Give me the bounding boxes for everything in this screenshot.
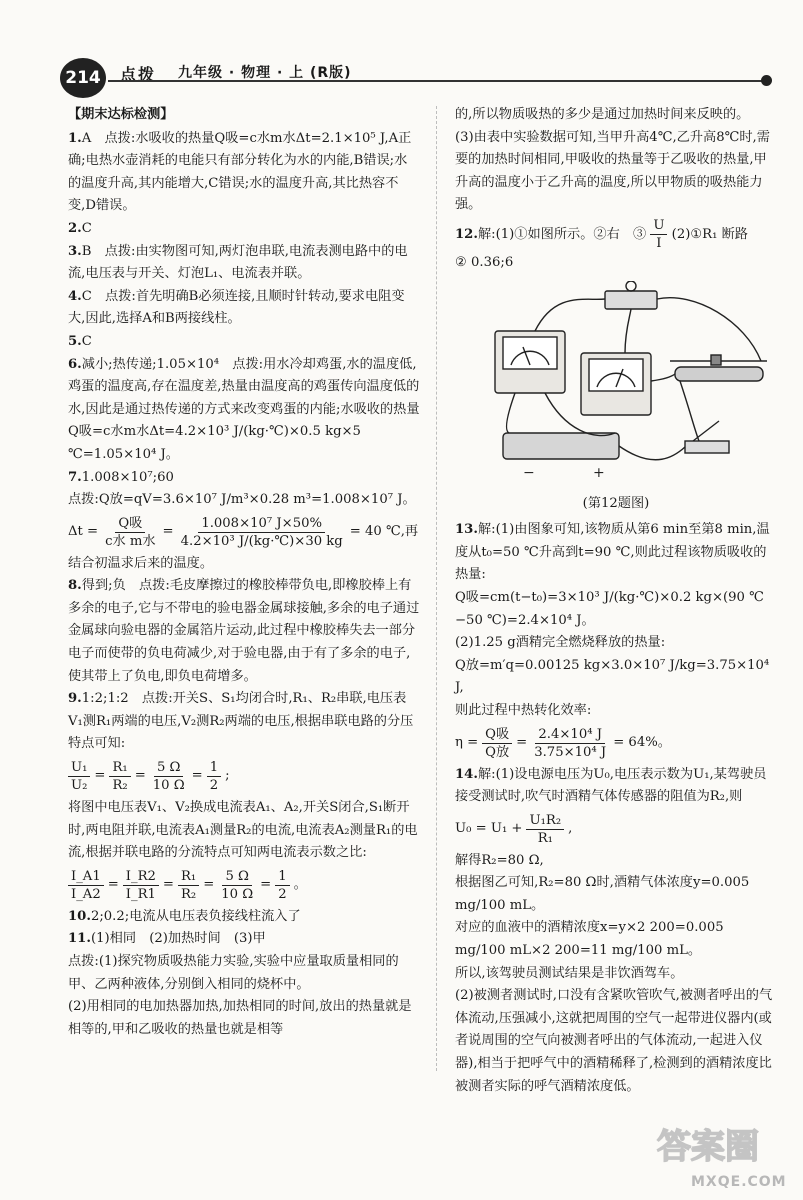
answer-8	[68, 575, 420, 688]
eq-denominator: 10 Ω	[152, 778, 185, 794]
eq-fraction	[123, 868, 159, 903]
answer-number: 12.	[455, 226, 478, 242]
answer-11-part2: (2)用相同的电加热器加热,加热相同的时间,放出的热量就是相等的,甲和乙吸收的热量也就是相等	[68, 999, 412, 1037]
eq-semicolon: ;	[225, 768, 230, 784]
eq-lhs: Δt =	[68, 523, 99, 539]
answer-13	[455, 519, 777, 587]
answer-text: 解:(1)设电源电压为U₀,电压表示数为U₁,某驾驶员接受测试时,吹气时酒精气体传感器的阻值为R₂,则	[455, 766, 767, 805]
eq-rhs: = 40 ℃,再	[349, 523, 419, 539]
eq-numerator: 2.4×10⁴ J	[535, 726, 605, 744]
answer-text: C	[81, 220, 92, 236]
answer-text: 1:2;1:2 点拨:开关S、S₁均闭合时,R₁、R₂串联,电压表V₁测R₁两端的电压,V₂测R₂两端的电压,根据串联电路的分压特点可知:	[68, 691, 414, 752]
header-dot	[761, 75, 772, 86]
eq-numerator: U₁R₂	[526, 812, 564, 830]
answer-number: 14.	[455, 766, 478, 782]
battery-plus: +	[593, 464, 605, 481]
answer-13-calc2: Q放=m′q=0.00125 kg×3.0×10⁷ J/kg=3.75×10⁴ J,	[455, 657, 770, 696]
eq-numerator: R₁	[178, 868, 199, 886]
column-divider	[436, 106, 437, 1071]
eq-denominator: 10 Ω	[221, 886, 254, 902]
eq-fraction	[275, 868, 289, 903]
answer-13-calc: Q吸=cm(t−t₀)=3×10³ J/(kg·℃)×0.2 kg×(90 ℃−50 ℃)=2.4×10⁴ J。	[455, 589, 764, 628]
eq-equals: =	[260, 877, 272, 893]
answer-14-concentration: 根据图乙可知,R₂=80 Ω时,酒精气体浓度y=0.005 mg/100 mL。	[455, 875, 750, 913]
answer-14-equation	[455, 812, 777, 847]
bulb-holder	[605, 291, 657, 309]
answer-12-line2: ② 0.36;6	[455, 254, 514, 270]
answer-9	[68, 688, 420, 756]
eq-denominator: I_R1	[125, 886, 156, 902]
answer-text: A 点拨:水吸收的热量Q吸=c水m水Δt=2.1×10⁵ J,A正确;电热水壶消耗的电能只有部分转化为水的内能,B错误;水的温度升高,其内能增大,C错误;水的温度升高,其比热容不变,D错误。	[68, 130, 412, 214]
answer-number: 5.	[68, 333, 82, 349]
eq-fraction	[178, 515, 346, 550]
answer-11-part3: (3)由表中实验数据可知,当甲升高4℃,乙升高8℃时,需要的加热时间相同,甲吸收的热量等于乙吸收的热量,甲升高的温度小于乙升高的温度,所以甲物质的吸热能力强。	[455, 129, 770, 213]
eq-denominator: I	[656, 235, 662, 251]
switch-base	[685, 441, 729, 453]
answer-text: C 点拨:首先明确B必须连接,且顺时针转动,要求电阻变大,因此,选择A和B两接线柱。	[68, 288, 405, 327]
answer-text: B 点拨:由实物图可知,两灯泡串联,电流表测电路中的电流,电压表与开关、灯泡L₁、电流表并联。	[68, 243, 408, 282]
answer-text: 减小;热传递;1.05×10⁴ 点拨:用水冷却鸡蛋,水的温度低,鸡蛋的温度高,存在温度差,热量由温度高的鸡蛋传向温度低的水,因此是通过热传递的方式来改变鸡蛋的内能;水吸收的热量Q吸=c水m水Δt=4.2×10³ J/(kg·℃)×0.5 kg×5 ℃=1.05×10⁴ J。	[68, 356, 420, 462]
answer-9-equation-1	[68, 759, 420, 794]
eq-fraction	[650, 217, 667, 252]
eq-denominator: R₂	[180, 886, 197, 902]
eq-fraction	[178, 868, 199, 903]
answer-text: (1)相同 (2)加热时间 (3)甲	[90, 931, 266, 947]
wire	[619, 446, 685, 460]
rheostat-coil	[675, 367, 763, 381]
answer-number: 9.	[68, 691, 82, 707]
answer-6	[68, 354, 420, 467]
eq-numerator: 1	[275, 868, 289, 886]
right-column	[455, 104, 777, 1098]
eq-equals: =	[94, 768, 106, 784]
answer-text: (2)①R₁ 断路	[671, 226, 748, 242]
eq-numerator: 5 Ω	[154, 759, 184, 777]
eq-fraction	[218, 868, 256, 903]
answer-1	[68, 128, 420, 218]
eq-equals: =	[107, 877, 119, 893]
battery	[503, 433, 619, 459]
answer-number: 3.	[68, 243, 82, 259]
answer-text: 1.008×10⁷;60	[81, 469, 174, 485]
eq-denominator: 2	[209, 778, 219, 794]
answer-11-hint: 点拨:(1)探究物质吸热能力实验,实验中应量取质量相同的甲、乙两种液体,分别倒入相同的烧杯中。	[68, 954, 399, 992]
eq-numerator: 1	[207, 759, 221, 777]
eq-denominator: R₁	[537, 830, 553, 846]
eq-fraction	[531, 726, 609, 761]
eq-equals: =	[516, 734, 528, 750]
brand-logo: 点拨	[120, 65, 157, 84]
eq-numerator: R₁	[109, 759, 130, 777]
eq-fraction	[150, 759, 188, 794]
eq-equals: =	[134, 768, 146, 784]
eq-numerator: Q吸	[482, 726, 512, 744]
eq-numerator: I_R2	[123, 868, 159, 886]
circuit-diagram	[475, 281, 775, 491]
eq-lhs: η =	[455, 734, 479, 750]
answer-12	[455, 217, 777, 252]
eq-equals: =	[162, 877, 174, 893]
answer-14-result: 所以,该驾驶员测试结果是非饮酒驾车。	[455, 965, 684, 981]
answer-13-efficiency-label: 则此过程中热转化效率:	[455, 702, 592, 718]
answer-7-tail: 结合初温求后来的温度。	[68, 555, 214, 571]
answer-text: C	[81, 333, 92, 349]
answer-14	[455, 764, 777, 809]
eq-equals: =	[191, 768, 203, 784]
wire	[535, 299, 605, 331]
answer-9-text: 将图中电压表V₁、V₂换成电流表A₁、A₂,开关S闭合,S₁断开时,两电阻并联,电流表A₁测量R₂的电流,电流表A₂测量R₁的电流,根据并联电路的分流特点可知两电流表示数之比:	[68, 800, 418, 861]
answer-text: 得到;负 点拨:毛皮摩擦过的橡胶棒带负电,即橡胶棒上有多余的电子,它与不带电的验电器金属球接触,多余的电子通过金属球向验电器的金属箔片运动,此过程中橡胶棒失去一部分电子而使带的负电荷减少,对于验电器,由于有了多余的电子,使其带上了负电,即负电荷增多。	[68, 578, 420, 684]
answer-number: 7.	[68, 469, 82, 485]
answer-13-equation	[455, 726, 777, 761]
answer-4	[68, 286, 420, 331]
eq-numerator: Q吸	[115, 515, 145, 533]
eq-denominator: 4.2×10³ J/(kg·℃)×30 kg	[180, 533, 343, 549]
eq-lhs: U₀ = U₁ +	[455, 820, 523, 836]
eq-numerator: U	[650, 217, 667, 235]
answer-13-part2: (2)1.25 g酒精完全燃烧释放的热量:	[455, 635, 666, 651]
section-title: 【期末达标检测】	[68, 107, 174, 122]
wire	[507, 393, 515, 433]
watermark	[655, 1124, 795, 1196]
eq-fraction	[526, 812, 564, 847]
page-header	[60, 58, 780, 98]
eq-comma: ,	[568, 820, 573, 836]
eq-denominator: U₂	[71, 778, 88, 794]
answer-14-part2: (2)被测者测试时,口没有含紧吹管吹气,被测者呼出的气体流动,压强减小,这就把周围的空气一起带进仪器内(或者说周围的空气向被测者呼出的气体流动,一起进入仪器),相当于把呼气中的酒精稀释了,检测到的酒精浓度比被测者实际的呼气酒精浓度低。	[455, 988, 773, 1094]
header-rule	[108, 80, 766, 82]
answer-number: 8.	[68, 578, 82, 594]
answer-number: 4.	[68, 288, 82, 304]
eq-denominator: Q放	[485, 744, 510, 760]
answer-number: 13.	[455, 522, 478, 538]
wire	[651, 374, 675, 381]
wire	[657, 297, 761, 360]
watermark-logo	[655, 1124, 775, 1166]
eq-numerator: I_A1	[68, 868, 104, 886]
eq-period: 。	[293, 877, 307, 893]
answer-number: 2.	[68, 220, 82, 236]
answer-11-continued: 的,所以物质吸热的多少是通过加热时间来反映的。	[455, 107, 750, 122]
answer-11	[68, 928, 420, 951]
eq-denominator: 2	[278, 886, 287, 902]
answer-7-hint: 点拨:Q放=qV=3.6×10⁷ J/m³×0.28 m³=1.008×10⁷ J。	[68, 492, 416, 508]
grade-subject: 九年级 · 物理 · 上 (R版)	[178, 65, 352, 81]
battery-minus: −	[523, 464, 535, 481]
eq-denominator: I_A2	[71, 886, 101, 902]
wire	[625, 309, 631, 353]
watermark-url: MXQE.COM	[691, 1174, 787, 1190]
rheostat-slider	[711, 355, 721, 365]
bulb	[626, 281, 636, 291]
eq-equals: =	[162, 523, 174, 539]
circuit-figure	[475, 281, 775, 491]
eq-fraction	[207, 759, 221, 794]
answer-2	[68, 218, 420, 241]
answer-number: 6.	[68, 356, 82, 372]
eq-fraction	[68, 868, 104, 903]
wire	[680, 381, 699, 441]
answer-number: 1.	[68, 130, 82, 146]
answer-9-equation-2	[68, 868, 420, 903]
answer-10	[68, 906, 420, 929]
eq-fraction	[68, 759, 90, 794]
eq-denominator: 3.75×10⁴ J	[534, 744, 607, 760]
answer-number: 10.	[68, 908, 91, 924]
switch-lever	[693, 421, 719, 441]
answer-number: 11.	[68, 931, 91, 947]
eq-numerator: 5 Ω	[222, 868, 252, 886]
answer-14-solve: 解得R₂=80 Ω,	[455, 852, 544, 868]
answer-14-blood: 对应的血液中的酒精浓度x=y×2 200=0.005 mg/100 mL×2 200=11 mg/100 mL。	[455, 920, 724, 959]
eq-fraction	[109, 759, 130, 794]
eq-denominator: R₂	[112, 778, 128, 794]
answer-5	[68, 331, 420, 354]
left-column	[68, 104, 420, 1041]
page-number: 214	[60, 58, 106, 98]
eq-equals: =	[203, 877, 215, 893]
eq-numerator: 1.008×10⁷ J×50%	[198, 515, 325, 533]
answer-text: 2;0.2;电流从电压表负接线柱流入了	[90, 908, 301, 924]
eq-fraction	[102, 515, 158, 550]
eq-denominator: c水 m水	[105, 533, 156, 549]
figure-caption: (第12题图)	[582, 495, 650, 511]
watermark-logo-text: 答案圈	[657, 1127, 759, 1166]
answer-3	[68, 241, 420, 286]
eq-numerator: U₁	[68, 759, 90, 777]
answer-7-equation	[68, 515, 420, 550]
eq-rhs: = 64%。	[613, 734, 671, 750]
answer-text: 解:(1)由图象可知,该物质从第6 min至第8 min,温度从t₀=50 ℃升高到t=90 ℃,则此过程该物质吸收的热量:	[455, 522, 770, 583]
answer-7	[68, 467, 420, 490]
answer-text: 解:(1)①如图所示。②右 ③	[477, 226, 647, 242]
eq-fraction	[482, 726, 512, 761]
